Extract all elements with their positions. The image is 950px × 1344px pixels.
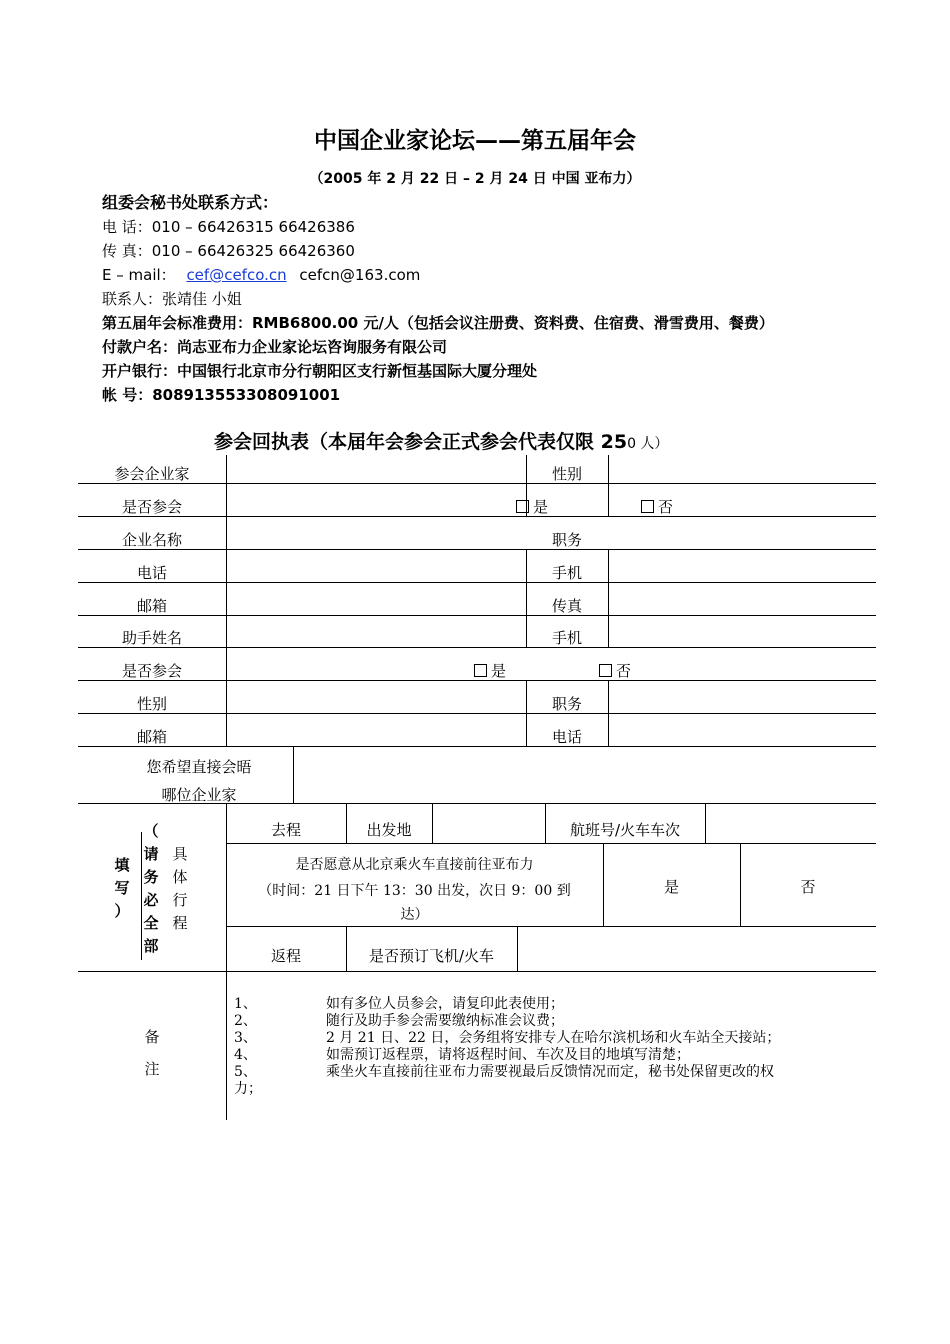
email-secondary: cefcn@163.com [299, 266, 421, 284]
remark-item [234, 1064, 780, 1081]
account-number: 帐 号：808913553308091001 [102, 386, 341, 404]
checkbox-icon [599, 664, 612, 677]
label-email: 邮箱 [136, 597, 167, 615]
label-wish-meet-line1: 您希望直接会晤 [146, 758, 252, 776]
email-label: E – mail： [102, 266, 176, 284]
contact-heading: 组委会秘书处联系方式： [102, 193, 279, 212]
label-attend: 是否参会 [121, 498, 182, 516]
remark-text: 如有多位人员参会，请复印此表使用； [326, 996, 564, 1012]
train-no-option[interactable]: 否 [800, 878, 816, 896]
label-phone: 电话 [136, 564, 167, 582]
label-return-trip: 返程 [270, 947, 301, 965]
train-yes-option[interactable]: 是 [663, 878, 679, 896]
assistant-attend-yes-option[interactable]: 是 [474, 660, 506, 681]
wish-meet-field[interactable] [294, 747, 876, 803]
assistant-name-field[interactable] [227, 616, 526, 647]
side-col-a: 填 写 ） [114, 856, 130, 920]
remarks-notes [234, 996, 780, 1098]
remark-text: 乘坐火车直接前往亚布力需要视最后反馈情况而定，秘书处保留更改的权 [326, 1064, 774, 1080]
assistant-gender-field[interactable] [227, 681, 526, 713]
remark-number: 2、 [234, 1013, 257, 1029]
label-go-trip: 去程 [270, 821, 301, 839]
book-ticket-field[interactable] [518, 927, 876, 971]
side-col-b: （ 请 务 必 全 部 [143, 822, 159, 955]
form-title [214, 427, 668, 454]
label-assistant-position: 职务 [551, 695, 582, 713]
remark-number: 1、 [234, 996, 257, 1012]
company-field[interactable] [227, 517, 526, 549]
label-mobile: 手机 [551, 564, 582, 582]
remark-item [234, 1047, 780, 1064]
remark-item [234, 996, 780, 1013]
payee-name: 付款户名：尚志亚布力企业家论坛咨询服务有限公司 [102, 338, 448, 356]
label-book-ticket: 是否预订飞机/火车 [368, 947, 495, 965]
label-assistant-attend: 是否参会 [121, 662, 182, 680]
train-question-line1: 是否愿意从北京乘火车直接前往亚布力 [295, 857, 534, 873]
bank-name: 开户银行：中国银行北京市分行朝阳区支行新恒基国际大厦分理处 [102, 362, 538, 380]
assistant-position-field[interactable] [609, 681, 876, 713]
email-link-primary[interactable]: cef@cefco.cn [186, 266, 287, 284]
remark-number: 5、 [234, 1064, 257, 1080]
train-question-line3: 达） [400, 907, 429, 923]
attend-no-option[interactable]: 否 [641, 496, 673, 517]
form-title-main: 参会回执表（本届年会参会正式参会代表仅限 25 [214, 431, 628, 453]
page-subtitle: （2005 年 2 月 22 日 – 2 月 24 日 中国 亚布力） [309, 171, 641, 187]
label-gender: 性别 [551, 465, 582, 483]
remark-number: 4、 [234, 1047, 257, 1063]
standard-fee: 第五届年会标准费用：RMB6800.00 元/人（包括会议注册费、资料费、住宿费、滑雪费用、餐费） [102, 314, 774, 332]
departure-field[interactable] [433, 804, 545, 843]
remark-text: 力； [234, 1081, 262, 1097]
label-departure: 出发地 [366, 821, 412, 839]
attend-yes-option[interactable]: 是 [516, 496, 548, 517]
assistant-attend-no-option[interactable]: 否 [599, 660, 631, 681]
remark-text: 随行及助手参会需要缴纳标准会议费； [326, 1013, 564, 1029]
train-question-line2: （时间：21 日下午 13：30 出发，次日 9：00 到 [258, 883, 571, 899]
contact-person: 联系人：张靖佳 小姐 [102, 290, 242, 308]
remark-text: 2 月 21 日、22 日，会务组将安排专人在哈尔滨机场和火车站全天接站； [326, 1030, 781, 1046]
entrepreneur-field[interactable] [227, 458, 526, 483]
label-assistant-phone: 电话 [551, 728, 582, 746]
label-assistant-mobile: 手机 [551, 629, 582, 647]
label-wish-meet-line2: 哪位企业家 [161, 786, 237, 804]
label-assistant-email: 邮箱 [136, 728, 167, 746]
page-title: 中国企业家论坛——第五届年会 [314, 128, 636, 154]
position-field[interactable] [609, 517, 876, 549]
assistant-phone-field[interactable] [609, 714, 876, 746]
fax-field[interactable] [609, 583, 876, 615]
contact-fax: 传 真：010 – 66426325 66426360 [102, 242, 355, 260]
assistant-mobile-field[interactable] [609, 616, 876, 647]
label-entrepreneur: 参会企业家 [114, 465, 190, 483]
remark-item [234, 1030, 780, 1047]
phone-field[interactable] [227, 550, 526, 582]
checkbox-icon [474, 664, 487, 677]
remark-text: 如需预订返程票，请将返程时间、车次及目的地填写清楚； [326, 1047, 690, 1063]
remark-item [234, 1081, 780, 1098]
mobile-field[interactable] [609, 550, 876, 582]
side-col-c: 具 体 行 程 [172, 845, 188, 932]
remarks-label-1: 备 [144, 1028, 160, 1046]
form-title-tail: 0 人） [627, 436, 669, 452]
label-flight-train: 航班号/火车车次 [569, 821, 681, 839]
label-company: 企业名称 [121, 531, 182, 549]
label-fax: 传真 [551, 597, 582, 615]
email-field[interactable] [227, 583, 526, 615]
remark-item [234, 1013, 780, 1030]
remarks-label-2: 注 [144, 1060, 160, 1078]
remark-number: 3、 [234, 1030, 257, 1046]
flight-train-field[interactable] [706, 804, 876, 843]
assistant-email-field[interactable] [227, 714, 526, 746]
label-assistant-gender: 性别 [136, 695, 167, 713]
checkbox-icon [516, 500, 529, 513]
contact-email [102, 264, 420, 285]
checkbox-icon [641, 500, 654, 513]
contact-phone: 电 话：010 – 66426315 66426386 [102, 218, 355, 236]
label-position: 职务 [551, 531, 582, 549]
label-assistant: 助手姓名 [121, 629, 182, 647]
gender-field[interactable] [609, 458, 876, 483]
